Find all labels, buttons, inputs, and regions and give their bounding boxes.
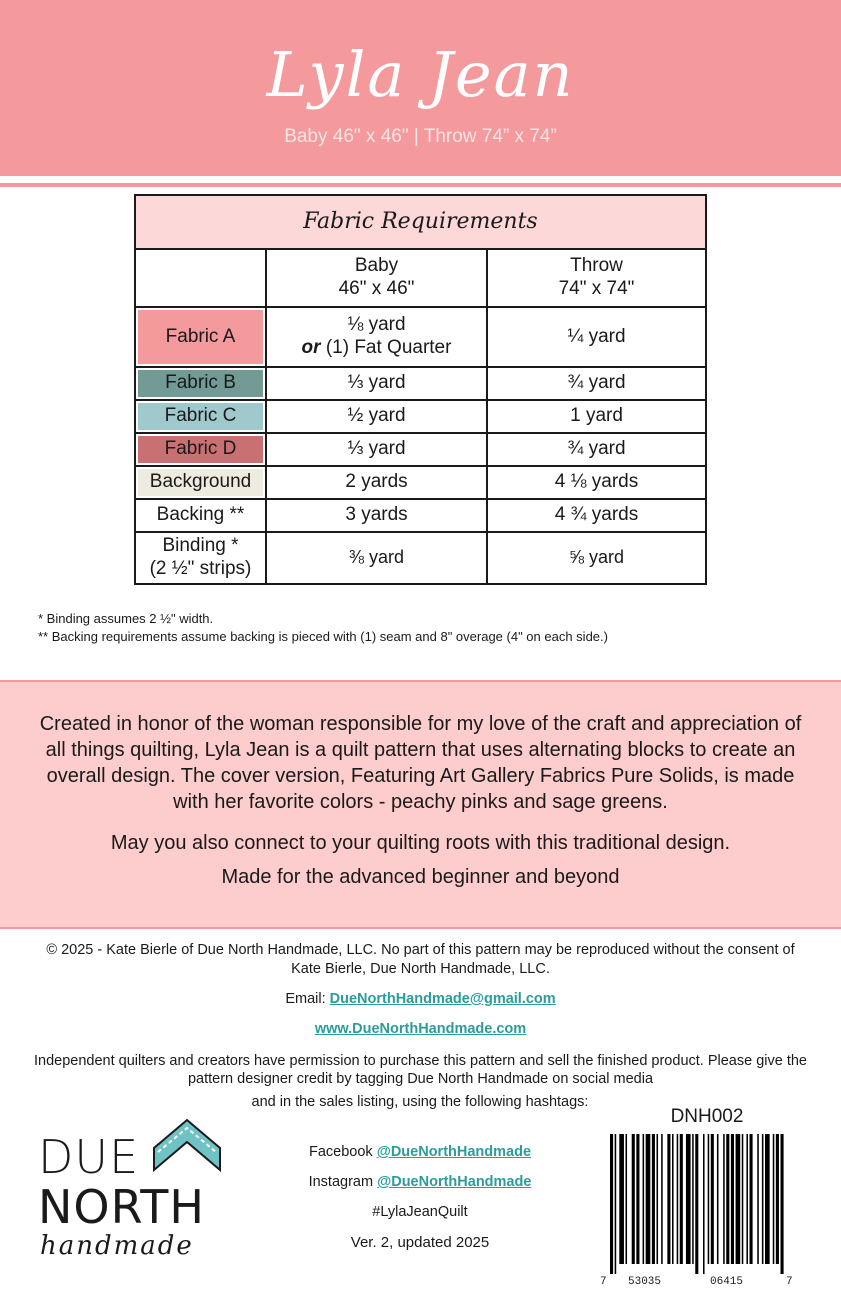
row-label: Fabric D — [164, 438, 237, 460]
column-header-baby — [266, 249, 487, 307]
table-row — [135, 466, 706, 499]
throw-amount: ⅝ yard — [487, 532, 706, 584]
baby-amount: ⅓ yard — [266, 367, 487, 400]
table-row — [135, 307, 706, 367]
facebook-line — [240, 1144, 600, 1160]
barcode-digits-right: 06415 — [710, 1276, 744, 1288]
barcode-bar — [643, 1134, 645, 1264]
barcode-bar — [726, 1134, 729, 1264]
barcode-bar — [776, 1134, 779, 1264]
barcode-bar — [626, 1134, 628, 1264]
baby-amount-cell — [266, 307, 487, 367]
column-header-baby-name: Baby — [354, 255, 399, 277]
description-paragraph: Created in honor of the woman responsible for my love of the craft and appreciation of all things quilting, Lyla Jean is a quilt pattern that uses alternating blocks to create an overall design. The cover version, Featuring Art Gallery Fabrics Pure Solids, is made with her favorite colors - peachy pinks and sage greens. — [39, 713, 802, 813]
logo-due: DUE — [38, 1130, 140, 1184]
backing-swatch — [138, 502, 263, 529]
footnotes — [38, 610, 608, 646]
barcode — [600, 1134, 806, 1274]
table-row — [135, 499, 706, 532]
baby-amount-alt — [267, 337, 486, 360]
binding-label: Binding * — [162, 535, 239, 557]
barcode-bar — [632, 1134, 635, 1264]
fabric-requirements-table — [134, 194, 707, 585]
column-header-baby-size: 46" x 46" — [338, 278, 415, 299]
backing-note: ** Backing requirements assume backing is pieced with (1) seam and 8" overage (4" on each side.) — [38, 628, 608, 644]
row-label-cell — [135, 466, 266, 499]
barcode-bar — [711, 1134, 714, 1264]
barcode-bar — [652, 1134, 655, 1264]
logo-handmade: handmade — [40, 1231, 194, 1261]
row-label-cell — [135, 400, 266, 433]
barcode-digits-left: 53035 — [628, 1276, 662, 1288]
description-band — [0, 680, 841, 929]
barcode-bar — [610, 1134, 613, 1274]
row-label-cell — [135, 367, 266, 400]
size-subtitle: Baby 46" x 46" | Throw 74” x 74” — [284, 126, 557, 147]
pattern-title: Lyla Jean — [266, 38, 575, 111]
barcode-bar — [765, 1134, 770, 1264]
or-word: or — [301, 337, 321, 358]
barcode-bar — [708, 1134, 710, 1264]
throw-amount: ¾ yard — [487, 367, 706, 400]
fabric-b-swatch — [138, 370, 263, 397]
row-label: Fabric A — [165, 325, 236, 347]
due-north-logo — [38, 1118, 228, 1268]
table-row — [135, 433, 706, 466]
website-link[interactable]: www.DueNorthHandmade.com — [314, 1021, 527, 1037]
fabric-a-swatch — [138, 310, 263, 364]
instagram-link[interactable]: @DueNorthHandmade — [377, 1174, 532, 1190]
header-banner — [0, 0, 841, 176]
facebook-label: Facebook — [308, 1144, 373, 1160]
product-code: DNH002 — [670, 1106, 744, 1127]
facebook-link[interactable]: @DueNorthHandmade — [376, 1144, 532, 1160]
row-label-cell — [135, 307, 266, 367]
throw-amount: ¾ yard — [487, 433, 706, 466]
barcode-bar — [686, 1134, 691, 1264]
row-label-cell — [135, 532, 266, 584]
barcode-bar — [695, 1134, 698, 1274]
barcode-bar — [619, 1134, 624, 1264]
table-header-blank — [135, 249, 266, 307]
row-label: Fabric C — [164, 405, 237, 427]
barcode-bar — [757, 1134, 759, 1264]
table-row — [135, 400, 706, 433]
baby-amount: ⅜ yard — [266, 532, 487, 584]
baby-amount: ½ yard — [266, 400, 487, 433]
barcode-bar — [717, 1134, 719, 1264]
barcode-bar — [680, 1134, 683, 1264]
barcode-bar — [661, 1134, 663, 1264]
background-swatch — [138, 469, 263, 496]
skill-level-line: Made for the advanced beginner and beyond — [221, 866, 620, 888]
barcode-bar — [781, 1134, 784, 1274]
permission-text: Independent quilters and creators have permission to purchase this pattern and sell the finished product. Please give the pattern designer credit by tagging Due North Handmade on social media — [33, 1053, 807, 1088]
throw-amount: 4 ¾ yards — [487, 499, 706, 532]
permission-text-tail: and in the sales listing, using the following hashtags: — [251, 1094, 589, 1110]
baby-amount: 2 yards — [266, 466, 487, 499]
row-label: Background — [149, 471, 252, 493]
table-row — [135, 367, 706, 400]
baby-amount: ⅓ yard — [266, 433, 487, 466]
barcode-bar — [731, 1134, 734, 1264]
throw-amount: ¼ yard — [487, 307, 706, 367]
email-link[interactable]: DueNorthHandmade@gmail.com — [329, 991, 556, 1007]
throw-amount: 4 ⅛ yards — [487, 466, 706, 499]
binding-note: * Binding assumes 2 ½" width. — [38, 611, 214, 626]
barcode-digit-first: 7 — [600, 1276, 607, 1288]
row-label: Fabric B — [165, 372, 236, 394]
barcode-bar — [646, 1134, 651, 1264]
instagram-label: Instagram — [308, 1174, 374, 1190]
baby-amount: ⅛ yard — [347, 314, 406, 336]
barcode-bar — [746, 1134, 748, 1264]
chevron-arrow-icon — [152, 1118, 222, 1176]
table-caption: Fabric Requirements — [135, 195, 706, 249]
barcode-bar — [636, 1134, 639, 1264]
email-line — [0, 991, 841, 1007]
website-line — [0, 1021, 841, 1037]
baby-amount: 3 yards — [266, 499, 487, 532]
barcode-bar — [672, 1134, 674, 1264]
binding-strip-size: (2 ½" strips) — [149, 558, 252, 579]
barcode-bar — [742, 1134, 744, 1264]
fabric-c-swatch — [138, 403, 263, 430]
barcode-bar — [762, 1134, 764, 1264]
barcode-bar — [692, 1134, 694, 1264]
copyright-notice: © 2025 - Kate Bierle of Due North Handmade, LLC. No part of this pattern may be reproduced without the consent of Kate Bierle, Due North Handmade, LLC. — [46, 942, 795, 978]
fat-quarter-text: (1) Fat Quarter — [325, 337, 452, 358]
logo-north: NORTH — [38, 1180, 205, 1234]
barcode-bar — [703, 1134, 705, 1274]
barcode-bar — [615, 1134, 617, 1274]
column-header-throw-size: 74" x 74" — [558, 278, 635, 299]
throw-amount: 1 yard — [487, 400, 706, 433]
column-header-throw — [487, 249, 706, 307]
barcode-bar — [667, 1134, 670, 1264]
row-label-cell — [135, 499, 266, 532]
header-divider — [0, 183, 841, 187]
fabric-d-swatch — [138, 436, 263, 463]
version-note: Ver. 2, updated 2025 — [350, 1234, 490, 1251]
email-label: Email: — [285, 991, 326, 1007]
barcode-digit-last: 7 — [786, 1276, 793, 1288]
row-label: Backing ** — [156, 504, 245, 526]
hashtag: #LylaJeanQuilt — [372, 1204, 468, 1220]
barcode-bar — [657, 1134, 659, 1264]
barcode-bar — [773, 1134, 775, 1264]
barcode-bar — [750, 1134, 753, 1264]
column-header-throw-name: Throw — [570, 255, 623, 277]
row-label-cell — [135, 433, 266, 466]
connect-line: May you also connect to your quilting roots with this traditional design. — [110, 832, 731, 854]
instagram-line — [240, 1174, 600, 1190]
barcode-bar — [677, 1134, 679, 1264]
barcode-bar — [723, 1134, 725, 1264]
table-row — [135, 532, 706, 584]
barcode-bar — [736, 1134, 741, 1264]
